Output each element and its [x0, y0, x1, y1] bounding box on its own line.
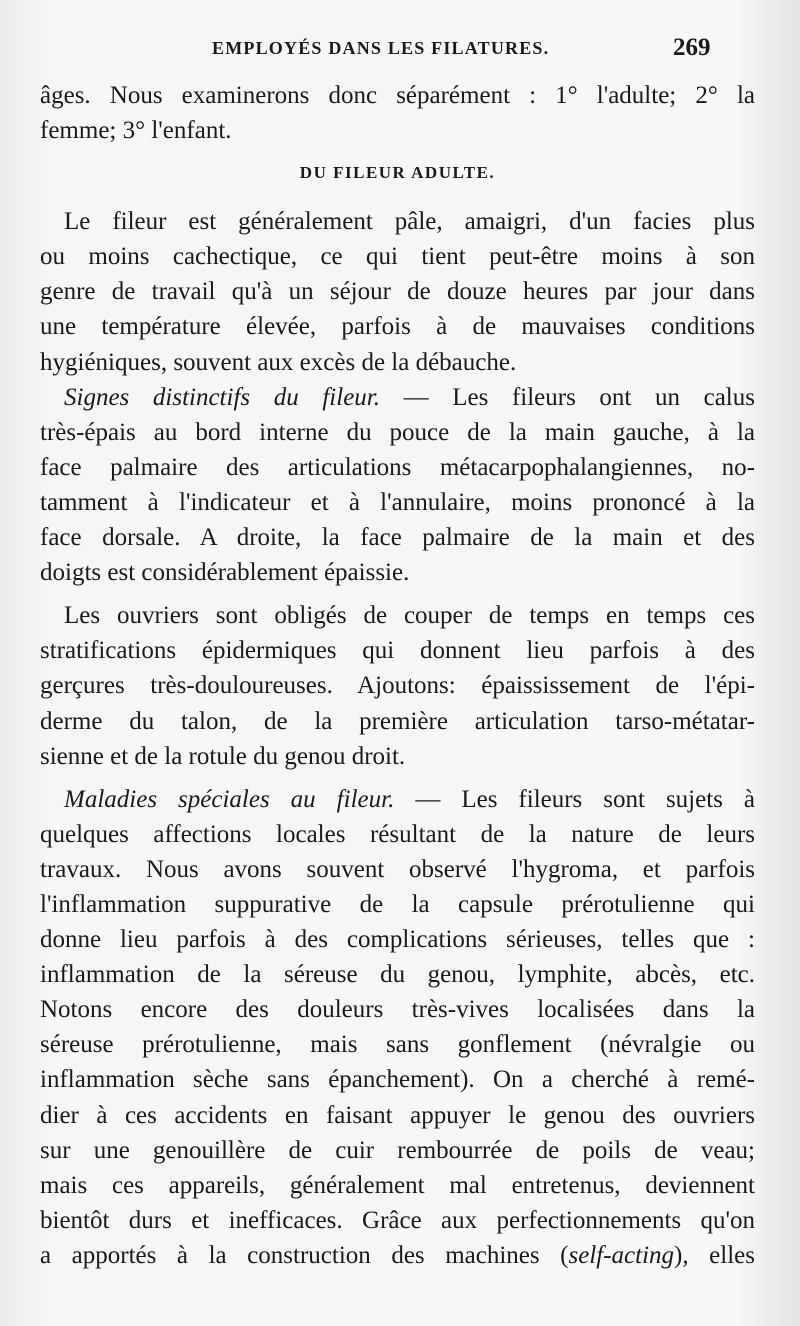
- page-number: 269: [673, 34, 711, 61]
- text-line: doigts est considérablement épaissie.: [40, 559, 410, 587]
- section-heading: DU FILEUR ADULTE.: [299, 163, 496, 183]
- text-line: face dorsale. A droite, la face palmaire de la main et des: [40, 524, 755, 552]
- text-line: Le fileur est généralement pâle, amaigri, d'un facies plus: [64, 208, 755, 236]
- italic-lead: Maladies spéciales au fileur.: [64, 785, 395, 813]
- text-line: ou moins cachectique, ce qui tient peut-être moins à son: [40, 243, 755, 271]
- paragraph: [40, 598, 755, 773]
- italic-lead: Signes distinctifs du fileur.: [64, 383, 380, 411]
- text-line: Les ouvriers sont obligés de couper de temps en temps ces: [64, 602, 755, 630]
- text-line: [40, 1238, 755, 1273]
- text-line: tamment à l'indicateur et à l'annulaire, moins prononcé à la: [40, 488, 755, 516]
- text-line: séreuse prérotulienne, mais sans gonflement (névralgie ou: [40, 1031, 755, 1059]
- text-line: mais ces appareils, généralement mal entretenus, deviennent: [40, 1171, 755, 1199]
- text-line: inflammation sèche sans épanchement). On a cherché à remé-: [40, 1066, 755, 1094]
- text-line: bientôt durs et inefficaces. Grâce aux perfectionnements qu'on: [40, 1206, 755, 1234]
- text-line: l'inflammation suppurative de la capsule prérotulienne qui: [40, 890, 755, 918]
- text-line: gerçures très-douloureuses. Ajoutons: épaississement de l'épi-: [40, 672, 755, 700]
- paragraph-gap: [40, 590, 755, 598]
- text-line: une température élevée, parfois à de mauvaises conditions: [40, 313, 755, 341]
- text-line: hygiéniques, souvent aux excès de la débauche.: [40, 348, 517, 376]
- text-line: donne lieu parfois à des complications sérieuses, telles que :: [40, 926, 755, 954]
- text-line: stratifications épidermiques qui donnent lieu parfois à des: [40, 637, 755, 665]
- text-line: sienne et de la rotule du genou droit.: [40, 742, 406, 770]
- text-line: Notons encore des douleurs très-vives localisées dans la: [40, 996, 755, 1024]
- text-line: genre de travail qu'à un séjour de douze heures par jour dans: [40, 278, 755, 306]
- italic-term: self-acting: [568, 1241, 675, 1269]
- text-run: a apportés à la construction des machines (: [40, 1241, 569, 1269]
- page-header: [0, 34, 800, 68]
- body-text: [40, 78, 755, 1273]
- text-line: inflammation de la séreuse du genou, lymphite, abcès, etc.: [40, 961, 755, 989]
- text-run: — Les fileurs sont sujets à: [394, 785, 755, 813]
- paragraph-gap: [40, 774, 755, 782]
- text-line: [40, 782, 755, 817]
- running-head: EMPLOYÉS DANS LES FILATURES.: [212, 38, 550, 58]
- text-line: femme; 3° l'enfant.: [40, 117, 232, 145]
- text-line: face palmaire des articulations métacarpophalangiennes, no-: [40, 453, 755, 481]
- text-run: — Les fileurs ont un calus: [380, 383, 755, 411]
- text-line: dier à ces accidents en faisant appuyer le genou des ouvriers: [40, 1101, 755, 1129]
- paragraph: [40, 380, 755, 591]
- text-line: [40, 380, 755, 415]
- text-run: ), elles: [674, 1241, 755, 1269]
- text-line: quelques affections locales résultant de la nature de leurs: [40, 820, 755, 848]
- paragraph: [40, 782, 755, 1273]
- text-line: travaux. Nous avons souvent observé l'hygroma, et parfois: [40, 855, 755, 883]
- text-line: derme du talon, de la première articulation tarso-métatar-: [40, 707, 755, 735]
- text-line: très-épais au bord interne du pouce de la main gauche, à la: [40, 418, 755, 446]
- text-line: sur une genouillère de cuir rembourrée de poils de veau;: [40, 1136, 755, 1164]
- text-line: âges. Nous examinerons donc séparément : 1° l'adulte; 2° la: [40, 82, 755, 109]
- paragraph: [40, 204, 755, 379]
